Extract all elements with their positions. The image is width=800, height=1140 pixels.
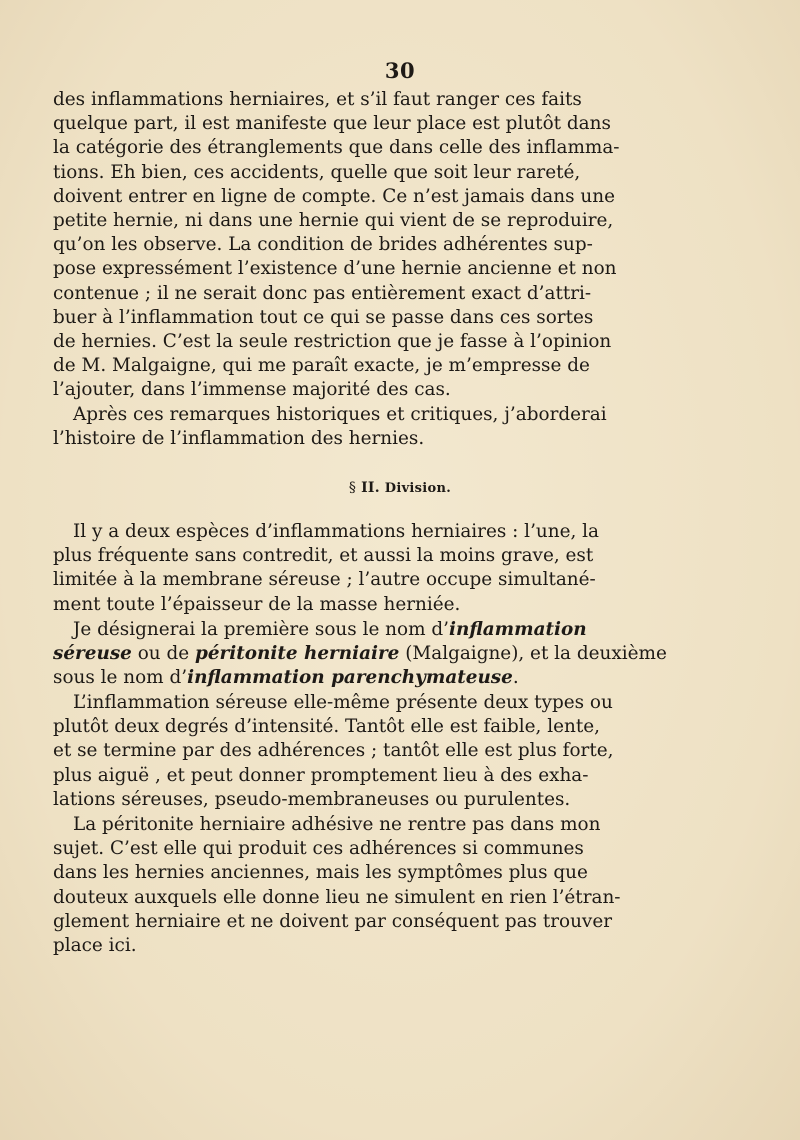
text-line <box>53 642 667 666</box>
text-line: qu’on les observe. La condition de brides adhérentes sup- <box>53 234 593 256</box>
paragraph-serous-types <box>53 691 614 812</box>
paragraph-two-kinds <box>53 520 600 617</box>
italic-term: inflammation <box>449 619 587 640</box>
paragraph-terminology <box>53 618 667 691</box>
italic-term: séreuse <box>53 643 132 665</box>
text-segment: (Malgaigne), et la deuxième <box>399 643 667 665</box>
text-line: dans les hernies anciennes, mais les symptômes plus que <box>53 862 588 884</box>
text-segment: sous le nom d’ <box>53 667 188 689</box>
text-line: quelque part, il est manifeste que leur place est plutôt dans <box>53 113 611 135</box>
text-line: plus aiguë , et peut donner promptement lieu à des exha- <box>53 764 589 786</box>
section-heading <box>0 480 800 496</box>
paragraph-transition <box>53 403 607 451</box>
section-title: Division. <box>384 481 452 496</box>
text-line: limitée à la membrane séreuse ; l’autre occupe simultané- <box>53 569 596 591</box>
text-line: contenue ; il ne serait donc pas entièrement exact d’attri- <box>53 282 592 304</box>
italic-term: inflammation parenchymateuse <box>187 667 513 689</box>
text-line: lations séreuses, pseudo-membraneuses ou purulentes. <box>53 788 571 810</box>
text-segment: . <box>512 667 519 689</box>
text-line: et se termine par des adhérences ; tantôt elle est plus forte, <box>53 740 614 762</box>
text-line: Il y a deux espèces d’inflammations herniaires : l’une, la <box>73 521 600 542</box>
section-number: II. <box>361 480 380 496</box>
text-line: des inflammations herniaires, et s’il faut ranger ces faits <box>53 89 582 110</box>
text-line <box>53 618 587 642</box>
paragraph-continuation <box>53 88 620 402</box>
page-number: 30 <box>384 58 416 83</box>
text-line: petite hernie, ni dans une hernie qui vient de se reproduire, <box>53 209 614 231</box>
italic-term: péritonite herniaire <box>195 643 400 665</box>
paragraph-adhesive-peritonitis <box>53 813 621 958</box>
section-symbol: § <box>348 480 357 496</box>
text-line: de hernies. C’est la seule restriction que je fasse à l’opinion <box>53 330 612 352</box>
text-line: plus fréquente sans contredit, et aussi la moins grave, est <box>53 545 594 567</box>
text-segment: ou de <box>131 643 195 665</box>
text-line: ment toute l’épaisseur de la masse herniée. <box>53 593 461 615</box>
text-line: doivent entrer en ligne de compte. Ce n’est jamais dans une <box>53 185 615 207</box>
text-line: plutôt deux degrés d’intensité. Tantôt elle est faible, lente, <box>53 716 600 738</box>
text-line: place ici. <box>53 934 137 956</box>
text-line: buer à l’inflammation tout ce qui se passe dans ces sortes <box>53 306 594 328</box>
text-line: sujet. C’est elle qui produit ces adhérences si communes <box>53 838 584 860</box>
text-line: pose expressément l’existence d’une hernie ancienne et non <box>53 258 617 280</box>
text-line: glement herniaire et ne doivent par conséquent pas trouver <box>53 910 613 932</box>
text-line: l’ajouter, dans l’immense majorité des cas. <box>53 379 451 401</box>
text-line: douteux auxquels elle donne lieu ne simulent en rien l’étran- <box>53 886 621 908</box>
text-line: l’histoire de l’inflammation des hernies. <box>53 428 425 450</box>
text-line <box>53 666 535 690</box>
text-line: L’inflammation séreuse elle-même présente deux types ou <box>73 692 613 713</box>
text-line: tions. Eh bien, ces accidents, quelle que soit leur rareté, <box>53 161 581 183</box>
text-line: de M. Malgaigne, qui me paraît exacte, je m’empresse de <box>53 355 590 377</box>
text-line: la catégorie des étranglements que dans celle des inflamma- <box>53 137 620 159</box>
text-segment: Je désignerai la première sous le nom d’ <box>73 619 449 640</box>
text-line: Après ces remarques historiques et critiques, j’aborderai <box>73 404 607 425</box>
text-line: La péritonite herniaire adhésive ne rentre pas dans mon <box>73 814 601 835</box>
